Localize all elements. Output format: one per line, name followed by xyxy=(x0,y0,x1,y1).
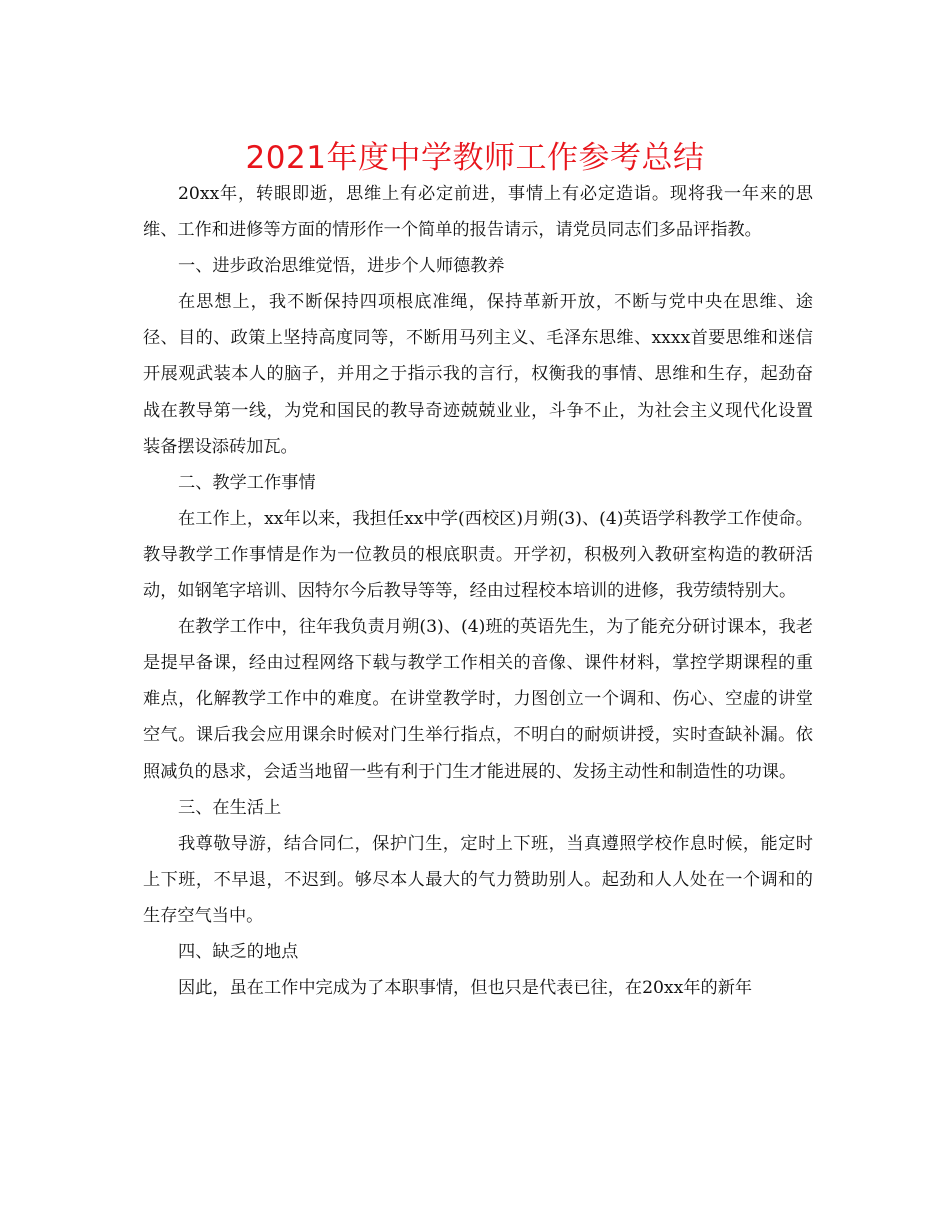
section-heading-3: 三、在生活上 xyxy=(178,797,282,818)
section-heading-1: 一、进步政治思维觉悟，进步个人师德教养 xyxy=(178,256,505,277)
section-2-paragraph-1: 在工作上，xx年以来，我担任xx中学(西校区)月朔(3)、(4)英语学科教学工作使命。教导教学工作事情是作为一位教员的根底职责。开学初，积极列入教研室构造的教研活动，如钢笔字培训、因特尔今后教导等等，经由过程校本培训的进修，我劳绩特别大。 xyxy=(143,508,813,602)
section-3-paragraph: 我尊敬导游，结合同仁，保护门生，定时上下班，当真遵照学校作息时候，能定时上下班，不早退，不迟到。够尽本人最大的气力赞助别人。起劲和人人处在一个调和的生存空气当中。 xyxy=(143,833,813,926)
intro-paragraph: 20xx年，转眼即逝，思维上有必定前进，事情上有必定造诣。现将我一年来的思维、工作和进修等方面的情形作一个简单的报告请示，请党员同志们多品评指教。 xyxy=(143,184,813,241)
section-heading-4: 四、缺乏的地点 xyxy=(178,941,299,962)
document-body xyxy=(143,176,813,1006)
section-4-paragraph: 因此，虽在工作中完成为了本职事情，但也只是代表已往，在20xx年的新年 xyxy=(178,978,753,999)
document-title: 2021年度中学教师工作参考总结 xyxy=(245,140,705,176)
section-2-paragraph-2: 在教学工作中，往年我负责月朔(3)、(4)班的英语先生，为了能充分研讨课本，我老是提早备课，经由过程网络下载与教学工作相关的音像、课件材料，掌控学期课程的重难点，化解教学工作中的难度。在讲堂教学时，力图创立一个调和、伤心、空虚的讲堂空气。课后我会应用课余时候对门生举行指点，不明白的耐烦讲授，实时查缺补漏。依照减负的恳求，会适当地留一些有利于门生才能进展的、发扬主动性和制造性的功课。 xyxy=(143,617,813,782)
section-1-paragraph: 在思想上，我不断保持四项根底准绳，保持革新开放，不断与党中央在思维、途径、目的、政策上坚持高度同等，不断用马列主义、毛泽东思维、xxxx首要思维和迷信开展观武装本人的脑子，并用之于指示我的言行，权衡我的事情、思维和生存，起劲奋战在教导第一线，为党和国民的教导奇迹兢兢业业，斗争不止，为社会主义现代化设置装备摆设添砖加瓦。 xyxy=(143,292,813,457)
section-heading-2: 二、教学工作事情 xyxy=(178,472,316,493)
